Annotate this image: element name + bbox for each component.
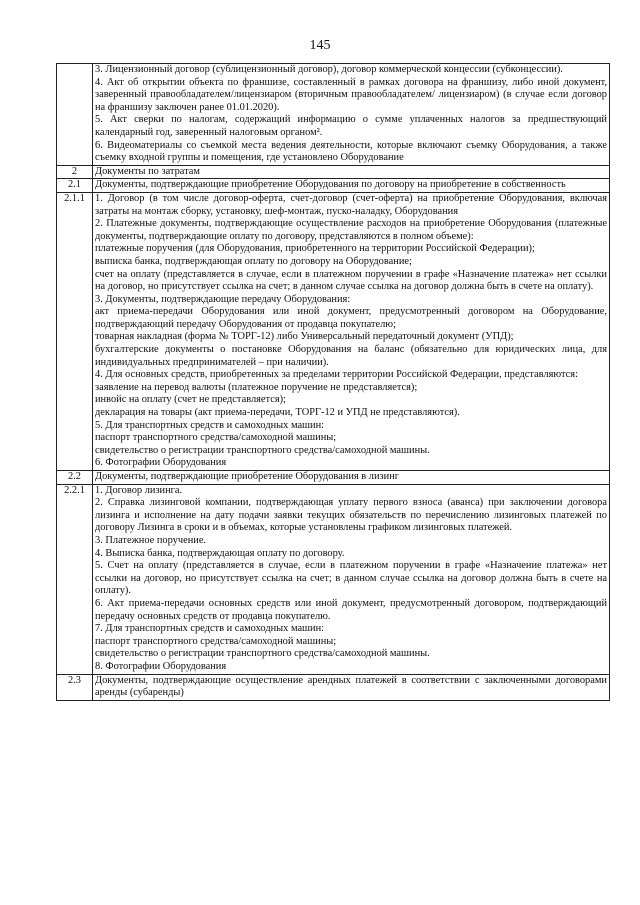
document-line: товарная накладная (форма № ТОРГ-12) либо Универсальный передаточный документ (УПД); — [95, 331, 514, 343]
table-row — [57, 484, 610, 674]
table-row — [57, 192, 610, 470]
row-number: 2.1.1 — [57, 192, 93, 470]
table-row — [57, 64, 610, 166]
row-number: 2.2 — [57, 471, 93, 485]
row-number: 2.1 — [57, 179, 93, 193]
document-line: 2. Справка лизинговой компании, подтверждающая уплату первого взноса (аванса) при заключении договора лизинга и исполнение на дату подачи заявки текущих обязательств по перечислению лизинговых платежей по договору Лизинга в сроки и в объемах, которые установлены графиком лизинговых платежей. — [95, 497, 607, 534]
table-row — [57, 674, 610, 700]
document-line: Документы, подтверждающие осуществление арендных платежей в соответствии с заключенными договорами аренды (субаренды) — [95, 674, 607, 699]
document-line: 5. Для транспортных средств и самоходных машин: — [95, 419, 325, 431]
row-content — [93, 192, 610, 470]
row-content — [93, 484, 610, 674]
document-line: выписка банка, подтверждающая оплату по договору на Оборудование; — [95, 255, 412, 267]
document-line: инвойс на оплату (счет не представляется); — [95, 394, 286, 406]
document-line: 6. Видеоматериалы со съемкой места ведения деятельности, которые включают съемку Оборудования, а также съемку входной группы и помещения, где установлено Оборудование — [95, 139, 607, 164]
documents-table — [56, 63, 610, 701]
document-line: счет на оплату (представляется в случае, если в платежном поручении в графе «Назначение платежа» нет ссылки на договор, но присутствует ссылка на счет; в данном случае ссылка на договор должна быть в счете на оплату). — [95, 268, 607, 293]
document-line: 6. Акт приема-передачи основных средств или иной документ, предусмотренный договором, подтверждающий передачу основных средств от продавца покупателю. — [95, 597, 607, 622]
row-content — [93, 165, 610, 179]
row-content — [93, 674, 610, 700]
document-line: 3. Платежное поручение. — [95, 534, 207, 546]
document-line: 3. Лицензионный договор (сублицензионный договор), договор коммерческой концессии (субконцессии). — [95, 64, 563, 75]
document-line: акт приема-передачи Оборудования или иной документ, предусмотренный договором на Оборудование, подтверждающий передачу Оборудования от продавца покупателю; — [95, 306, 607, 330]
document-line: декларация на товары (акт приема-передачи, ТОРГ-12 и УПД не представляются). — [95, 407, 460, 419]
document-line: 4. Для основных средств, приобретенных за пределами территории Российской Федерации, представляются: — [95, 369, 578, 381]
document-line: Документы, подтверждающие приобретение Оборудования в лизинг — [95, 471, 400, 482]
table-row — [57, 165, 610, 179]
table-row — [57, 471, 610, 485]
document-line: 4. Выписка банка, подтверждающая оплату по договору. — [95, 547, 345, 559]
document-line: 8. Фотографии Оборудования — [95, 660, 227, 672]
document-line: платежные поручения (для Оборудования, приобретенного на территории Российской Федерации); — [95, 243, 535, 255]
document-line: свидетельство о регистрации транспортного средства/самоходной машины. — [95, 648, 430, 660]
document-line: 6. Фотографии Оборудования — [95, 457, 227, 469]
document-line: заявление на перевод валюты (платежное поручение не представляется); — [95, 381, 418, 393]
documents-table-body — [57, 64, 610, 701]
document-line: 4. Акт об открытии объекта по франшизе, составленный в рамках договора на франшизу, либо иной документ, заверенный правообладателем/лицензиаром (вторичным правообладателем/ лицензиаром) (в случае если договор на франшизу заключен ранее 01.01.2020). — [95, 76, 607, 113]
document-line: 7. Для транспортных средств и самоходных машин: — [95, 623, 325, 635]
row-number: 2.3 — [57, 674, 93, 700]
row-content — [93, 179, 610, 193]
document-line: паспорт транспортного средства/самоходной машины; — [95, 635, 337, 647]
document-line: паспорт транспортного средства/самоходной машины; — [95, 432, 337, 444]
document-line: свидетельство о регистрации транспортного средства/самоходной машины. — [95, 444, 430, 456]
page-number: 145 — [309, 38, 331, 53]
document-line: Документы по затратам — [95, 165, 200, 177]
row-number — [57, 64, 93, 166]
document-line: бухгалтерские документы о постановке Оборудования на баланс (обязательно для юридических лица, для индивидуальных предпринимателей – при наличии). — [95, 344, 607, 368]
document-line: 3. Документы, подтверждающие передачу Оборудования: — [95, 293, 351, 305]
document-line: 1. Договор лизинга. — [95, 484, 183, 496]
document-line: 5. Счет на оплату (представляется в случае, если в платежном поручении в графе «Назначение платежа» нет ссылки на договор, но присутствует ссылка на счет; в данном случае ссылка на договор должна быть в счете на оплату). — [95, 560, 607, 597]
document-line: Документы, подтверждающие приобретение Оборудования по договору на приобретение в собственность — [95, 179, 566, 191]
document-line: 1. Договор (в том числе договор-оферта, счет-договор (счет-оферта) на приобретение Оборудования, включая затраты на монтаж сборку, установку, шеф-монтаж, пуско-наладку, Оборудования — [95, 192, 607, 217]
row-content — [93, 471, 610, 485]
table-row — [57, 179, 610, 193]
row-content — [93, 64, 610, 166]
row-number: 2 — [57, 165, 93, 179]
row-number: 2.2.1 — [57, 484, 93, 674]
document-line: 2. Платежные документы, подтверждающие осуществление расходов на приобретение Оборудования (платежные документы, подтверждающие оплату по договору, представляются в полном объеме): — [95, 218, 607, 242]
document-line: 5. Акт сверки по налогам, содержащий информацию о сумме уплаченных налогов за предшествующий календарный год, заверенный налоговым органом². — [95, 114, 607, 138]
